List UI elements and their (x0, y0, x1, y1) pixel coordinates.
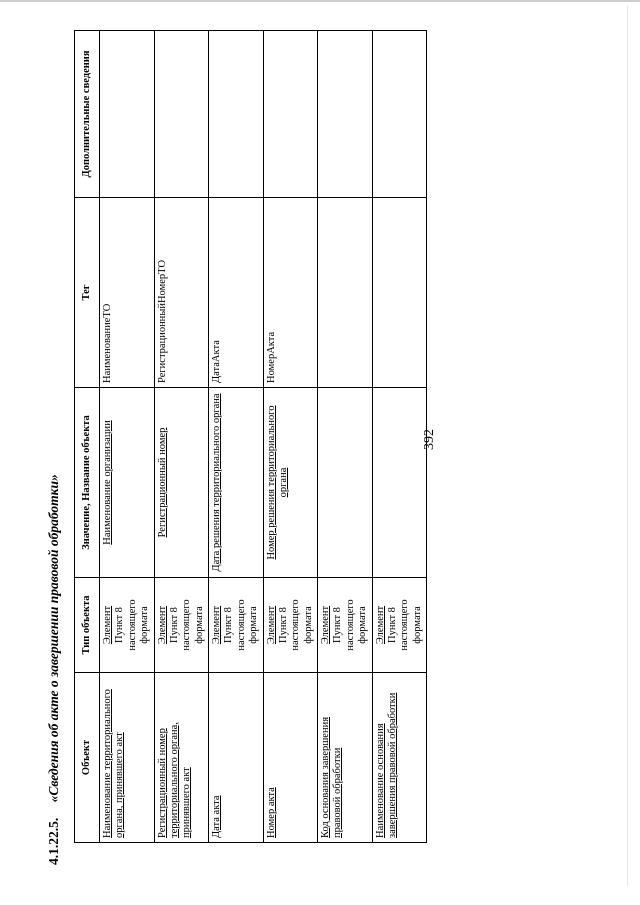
type-element: Элемент (374, 605, 386, 645)
section-number: 4.1.22.5. (46, 817, 61, 865)
header-tag: Тег (75, 198, 100, 388)
cell-object (318, 673, 373, 843)
cell-type (372, 578, 427, 673)
header-extra: Дополнительные сведения (75, 31, 100, 198)
object-name: Наименование основания завершения правовой обработки (374, 692, 398, 838)
cell-object (154, 673, 209, 843)
section-heading (46, 474, 62, 865)
cell-type (209, 578, 264, 673)
type-element: Элемент (211, 605, 222, 645)
cell-tag (318, 198, 373, 388)
cell-tag: НаименованиеТО (100, 198, 155, 388)
value-name: Регистрационный номер (156, 427, 168, 538)
cell-tag: НомерАкта (263, 198, 318, 388)
object-table (74, 30, 427, 843)
page-number: 392 (422, 429, 437, 450)
cell-type (318, 578, 373, 673)
cell-value (372, 388, 427, 578)
header-object: Объект (75, 673, 100, 843)
table-row (372, 31, 427, 843)
value-name: Номер решения территориального органа (265, 405, 289, 560)
type-reference: Пункт 8 настоящего формата (386, 599, 423, 651)
type-element: Элемент (102, 605, 113, 645)
cell-extra (209, 31, 264, 198)
cell-value (209, 388, 264, 578)
cell-extra (100, 31, 155, 198)
type-reference: Пункт 8 настоящего формата (168, 599, 205, 651)
table-row (209, 31, 264, 843)
table-body (100, 31, 427, 843)
type-reference: Пункт 8 настоящего формата (277, 599, 314, 651)
cell-type (100, 578, 155, 673)
cell-extra (318, 31, 373, 198)
header-type: Тип объекта (75, 578, 100, 673)
table-row (318, 31, 373, 843)
cell-tag: РегистрационныйНомерТО (154, 198, 209, 388)
table-row (154, 31, 209, 843)
cell-object (372, 673, 427, 843)
cell-value (100, 388, 155, 578)
cell-object (209, 673, 264, 843)
cell-value (154, 388, 209, 578)
cell-value (318, 388, 373, 578)
cell-value (263, 388, 318, 578)
type-element: Элемент (156, 605, 168, 645)
table-row (100, 31, 155, 843)
cell-tag: ДатаАкта (209, 198, 264, 388)
object-name: Наименование территориального органа, принявшего акт (102, 689, 126, 838)
object-name: Код основания завершения правовой обработки (320, 716, 344, 838)
header-value: Значение, Название объекта (75, 388, 100, 578)
type-element: Элемент (320, 605, 331, 645)
value-name: Дата решения территориального органа (211, 393, 222, 572)
cell-type (263, 578, 318, 673)
cell-extra (263, 31, 318, 198)
table-header-row (75, 31, 100, 843)
cell-object (263, 673, 318, 843)
type-reference: Пункт 8 настоящего формата (114, 599, 151, 651)
type-reference: Пункт 8 настоящего формата (223, 599, 260, 651)
type-element: Элемент (265, 605, 277, 645)
section-title: «Сведения об акте о завершении правовой обработки» (46, 474, 61, 803)
table-row (263, 31, 318, 843)
cell-tag (372, 198, 427, 388)
cell-extra (372, 31, 427, 198)
cell-type (154, 578, 209, 673)
cell-extra (154, 31, 209, 198)
object-name: Номер акта (265, 787, 277, 838)
cell-object (100, 673, 155, 843)
type-reference: Пункт 8 настоящего формата (332, 599, 369, 651)
object-name: Регистрационный номер территориального органа, принявшего акт (156, 722, 193, 838)
object-name: Дата акта (211, 795, 222, 838)
value-name: Наименование организации (102, 420, 113, 545)
